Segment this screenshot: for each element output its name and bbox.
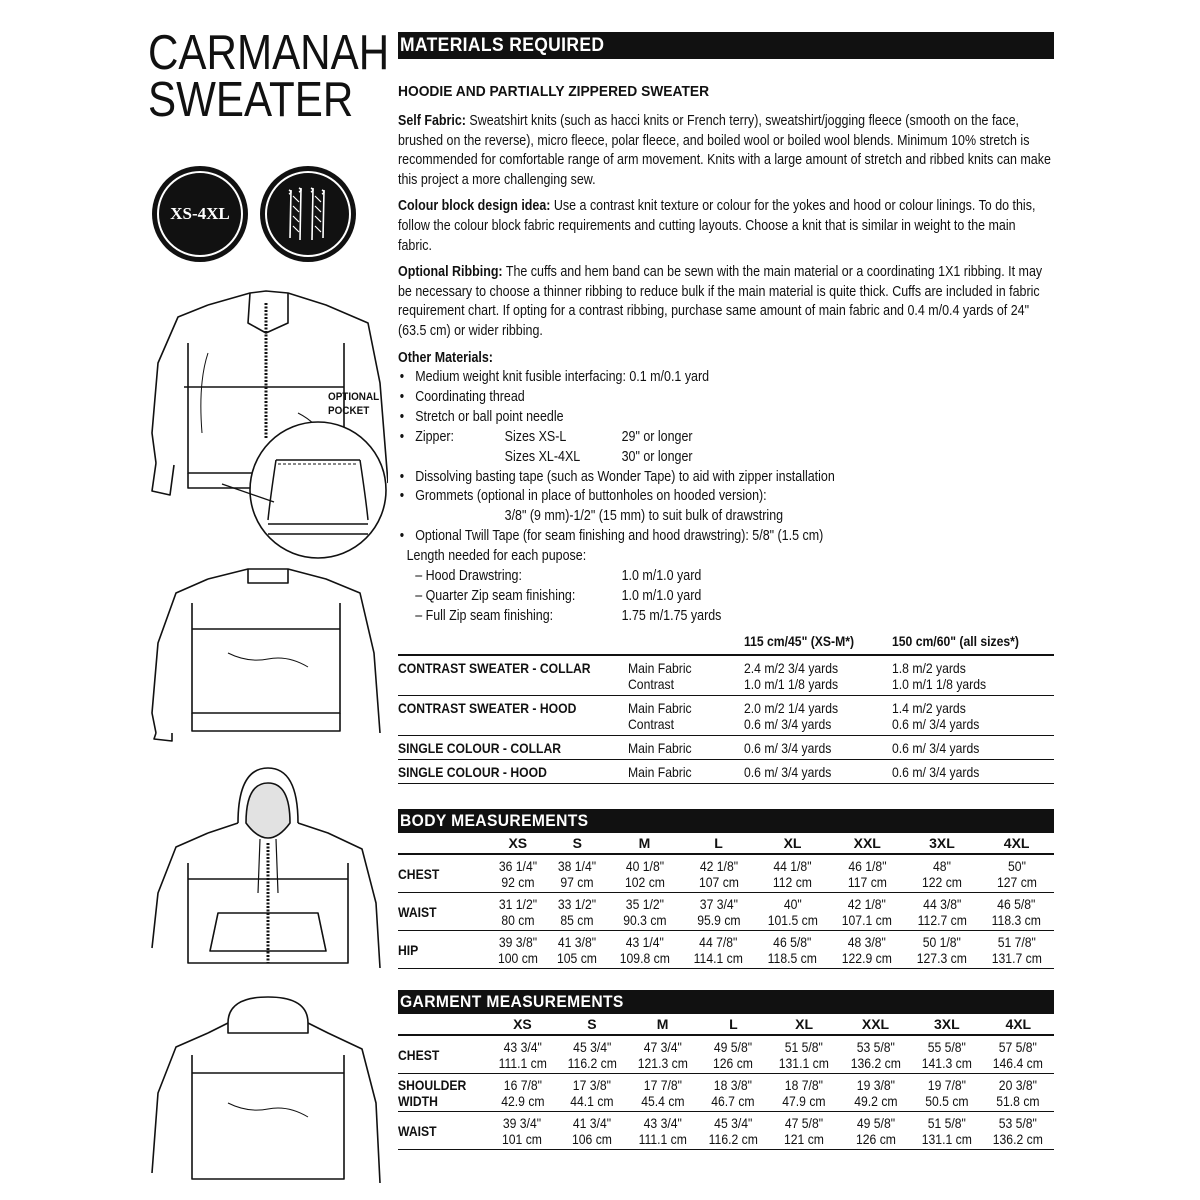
measurement-cell: 40" 101.5 cm <box>755 892 830 930</box>
garment-measurements-header: GARMENT MEASUREMENTS <box>398 990 1054 1014</box>
size-header: XL <box>755 833 830 854</box>
measurement-cell: 53 5/8" 136.2 cm <box>840 1035 911 1074</box>
measurement-cell: 46 5/8" 118.5 cm <box>755 930 830 968</box>
measurement-cell: 55 5/8" 141.3 cm <box>911 1035 982 1074</box>
list-item: – Full Zip seam finishing: 1.75 m/1.75 yards <box>415 607 722 624</box>
size-range-badge <box>152 166 248 262</box>
size-header: 3XL <box>911 1014 982 1035</box>
table-row <box>398 854 1054 893</box>
pocket-callout-line <box>218 480 278 510</box>
title-line-1: CARMANAH <box>148 26 390 80</box>
measurement-cell: 36 1/4" 92 cm <box>488 854 548 893</box>
size-header: M <box>607 833 682 854</box>
measurement-cell: 39 3/4" 101 cm <box>488 1111 557 1149</box>
measurement-cell: 45 3/4" 116.2 cm <box>698 1111 768 1149</box>
measurement-cell: 44 3/8" 112.7 cm <box>905 892 980 930</box>
size-header: XS <box>488 1014 557 1035</box>
list-item: • Medium weight knit fusible interfacing: 0.1 m/0.1 yard <box>399 369 710 386</box>
materials-text <box>398 112 1052 627</box>
hoodie-back-illustration <box>148 993 388 1193</box>
garment-measurements-table <box>398 1014 1054 1150</box>
measurement-cell: 17 3/8" 44.1 cm <box>557 1073 627 1111</box>
table-row: SINGLE COLOUR - HOOD Main Fabric 0.6 m/ 3/4 yards 0.6 m/ 3/4 yards <box>398 759 1054 783</box>
size-header: S <box>557 1014 627 1035</box>
left-column <box>148 26 390 1200</box>
measurement-cell: 38 1/4" 97 cm <box>548 854 608 893</box>
row-label: WAIST <box>398 892 488 930</box>
measurement-cell: 48" 122 cm <box>905 854 980 893</box>
size-header: XS <box>488 833 548 854</box>
measurement-cell: 41 3/8" 105 cm <box>548 930 608 968</box>
right-column <box>398 32 1054 1150</box>
list-item: Length needed for each pupose: <box>406 548 587 565</box>
list-item: • Grommets (optional in place of buttonholes on hooded version): <box>399 488 767 505</box>
size-header: L <box>698 1014 768 1035</box>
colour-block-paragraph: Colour block design idea: Use a contrast knit texture or colour for the yokes and hood or colour linings. To do this, follow the colour block fabric requirements and cutting layouts. Choose a knit that is similar in weight to the main fabric. <box>398 198 1036 254</box>
measurement-cell: 46 5/8" 118.3 cm <box>979 892 1054 930</box>
list-item: 3/8" (9 mm)-1/2" (15 mm) to suit bulk of drawstring <box>504 508 784 525</box>
measurement-cell: 50" 127 cm <box>979 854 1054 893</box>
table-row <box>398 930 1054 968</box>
table-row <box>398 892 1054 930</box>
list-item: • Optional Twill Tape (for seam finishing and hood drawstring): 5/8" (1.5 cm) <box>399 528 824 545</box>
twin-needle-icon <box>260 166 356 262</box>
self-fabric-paragraph: Self Fabric: Sweatshirt knits (such as hacci knits or French terry), sweatshirt/jogging fleece (smooth on the face, brushed on the reverse), micro fleece, polar fleece, and boiled wool or boiled wool blends. Minimum 10% stretch is recommended for comfortable range of arm movement. Knits with a large amount of stretch and ribbed knits can make this project a more challenging sew. <box>398 113 1051 188</box>
width-150-header: 150 cm/60" (all sizes*) <box>892 633 1054 655</box>
other-materials-list <box>398 368 1052 627</box>
ribbing-paragraph: Optional Ribbing: The cuffs and hem band can be sewn with the main material or a coordinating 1X1 ribbing. It may be necessary to choose a thinner ribbing to reduce bulk if the main material is quite thick. Cuffs are included in fabric requirement chart. If opting for a contrast ribbing, purchase same amount of main fabric and 0.4 m/0.4 yards of 24" (63.5 cm) or wider ribbing. <box>398 264 1043 339</box>
list-item: • Zipper: Sizes XS-L 29" or longer <box>399 428 693 445</box>
pattern-title <box>148 26 390 127</box>
table-row <box>398 1035 1054 1074</box>
measurement-cell: 16 7/8" 42.9 cm <box>488 1073 557 1111</box>
measurement-cell: 19 3/8" 49.2 cm <box>840 1073 911 1111</box>
list-item: • Stretch or ball point needle <box>399 408 564 425</box>
measurement-cell: 44 1/8" 112 cm <box>755 854 830 893</box>
measurement-cell: 49 5/8" 126 cm <box>698 1035 768 1074</box>
width-115-header: 115 cm/45" (XS-M*) <box>744 633 892 655</box>
measurement-cell: 42 1/8" 107.1 cm <box>830 892 905 930</box>
measurement-cell: 53 5/8" 136.2 cm <box>983 1111 1054 1149</box>
body-measurements-table <box>398 833 1054 969</box>
list-item: – Quarter Zip seam finishing: 1.0 m/1.0 yard <box>415 587 702 604</box>
measurement-cell: 43 3/4" 111.1 cm <box>627 1111 698 1149</box>
measurement-cell: 18 3/8" 46.7 cm <box>698 1073 768 1111</box>
other-materials-label: Other Materials: <box>398 349 493 366</box>
table-row <box>398 1073 1054 1111</box>
measurement-cell: 47 3/4" 121.3 cm <box>627 1035 698 1074</box>
table-row: CONTRAST SWEATER - COLLAR Main Fabric Contrast 2.4 m/2 3/4 yards 1.0 m/1 1/8 yards 1.8 m/2 yards 1.0 m/1 1/8 yards <box>398 655 1054 696</box>
measurement-cell: 47 5/8" 121 cm <box>768 1111 839 1149</box>
measurement-cell: 46 1/8" 117 cm <box>830 854 905 893</box>
measurement-cell: 42 1/8" 107 cm <box>682 854 755 893</box>
measurement-cell: 40 1/8" 102 cm <box>607 854 682 893</box>
list-item: • Dissolving basting tape (such as Wonder Tape) to aid with zipper installation <box>399 468 835 485</box>
size-header: M <box>627 1014 698 1035</box>
measurement-cell: 39 3/8" 100 cm <box>488 930 548 968</box>
measurement-cell: 50 1/8" 127.3 cm <box>905 930 980 968</box>
table-row: SINGLE COLOUR - COLLAR Main Fabric 0.6 m/ 3/4 yards 0.6 m/ 3/4 yards <box>398 735 1054 759</box>
measurement-cell: 43 1/4" 109.8 cm <box>607 930 682 968</box>
size-header: XXL <box>840 1014 911 1035</box>
measurement-cell: 57 5/8" 146.4 cm <box>983 1035 1054 1074</box>
list-item: Sizes XL-4XL 30" or longer <box>504 448 693 465</box>
body-measurements-header: BODY MEASUREMENTS <box>398 809 1054 833</box>
measurement-cell: 37 3/4" 95.9 cm <box>682 892 755 930</box>
table-header-row <box>398 633 1054 655</box>
optional-pocket-label: OPTIONAL POCKET <box>328 391 380 417</box>
size-header: XL <box>768 1014 839 1035</box>
size-range-text: XS-4XL <box>170 204 230 223</box>
quarter-zip-back-illustration <box>148 563 388 753</box>
measurement-cell: 41 3/4" 106 cm <box>557 1111 627 1149</box>
measurement-cell: 20 3/8" 51.8 cm <box>983 1073 1054 1111</box>
measurement-cell: 51 5/8" 131.1 cm <box>768 1035 839 1074</box>
row-label: WAIST <box>398 1111 488 1149</box>
size-header: 3XL <box>905 833 980 854</box>
table-row <box>398 1111 1054 1149</box>
row-label: CHEST <box>398 854 488 893</box>
list-item: • Coordinating thread <box>399 389 525 406</box>
materials-subheader: HOODIE AND PARTIALLY ZIPPERED SWEATER <box>398 83 710 100</box>
row-label: SHOULDER WIDTH <box>398 1073 488 1111</box>
measurement-cell: 18 7/8" 47.9 cm <box>768 1073 839 1111</box>
measurement-cell: 51 5/8" 131.1 cm <box>911 1111 982 1149</box>
table-row: CONTRAST SWEATER - HOOD Main Fabric Contrast 2.0 m/2 1/4 yards 0.6 m/ 3/4 yards 1.4 m/2 yards 0.6 m/ 3/4 yards <box>398 695 1054 735</box>
measurement-cell: 48 3/8" 122.9 cm <box>830 930 905 968</box>
badge-row <box>148 166 388 276</box>
size-header: XXL <box>830 833 905 854</box>
row-label: HIP <box>398 930 488 968</box>
measurement-cell: 44 7/8" 114.1 cm <box>682 930 755 968</box>
title-line-2: SWEATER <box>148 73 354 127</box>
table-header-row <box>398 833 1054 854</box>
size-header: 4XL <box>979 833 1054 854</box>
measurement-cell: 17 7/8" 45.4 cm <box>627 1073 698 1111</box>
row-label: CHEST <box>398 1035 488 1074</box>
measurement-cell: 19 7/8" 50.5 cm <box>911 1073 982 1111</box>
size-header: L <box>682 833 755 854</box>
materials-required-header: MATERIALS REQUIRED <box>398 32 1054 59</box>
measurement-cell: 51 7/8" 131.7 cm <box>979 930 1054 968</box>
measurement-cell: 31 1/2" 80 cm <box>488 892 548 930</box>
size-header: 4XL <box>983 1014 1054 1035</box>
measurement-cell: 33 1/2" 85 cm <box>548 892 608 930</box>
fabric-requirements-table <box>398 633 1054 784</box>
table-header-row <box>398 1014 1054 1035</box>
measurement-cell: 45 3/4" 116.2 cm <box>557 1035 627 1074</box>
measurement-cell: 49 5/8" 126 cm <box>840 1111 911 1149</box>
measurement-cell: 35 1/2" 90.3 cm <box>607 892 682 930</box>
list-item: – Hood Drawstring: 1.0 m/1.0 yard <box>415 568 702 585</box>
size-header: S <box>548 833 608 854</box>
hoodie-front-illustration <box>148 763 388 978</box>
measurement-cell: 43 3/4" 111.1 cm <box>488 1035 557 1074</box>
